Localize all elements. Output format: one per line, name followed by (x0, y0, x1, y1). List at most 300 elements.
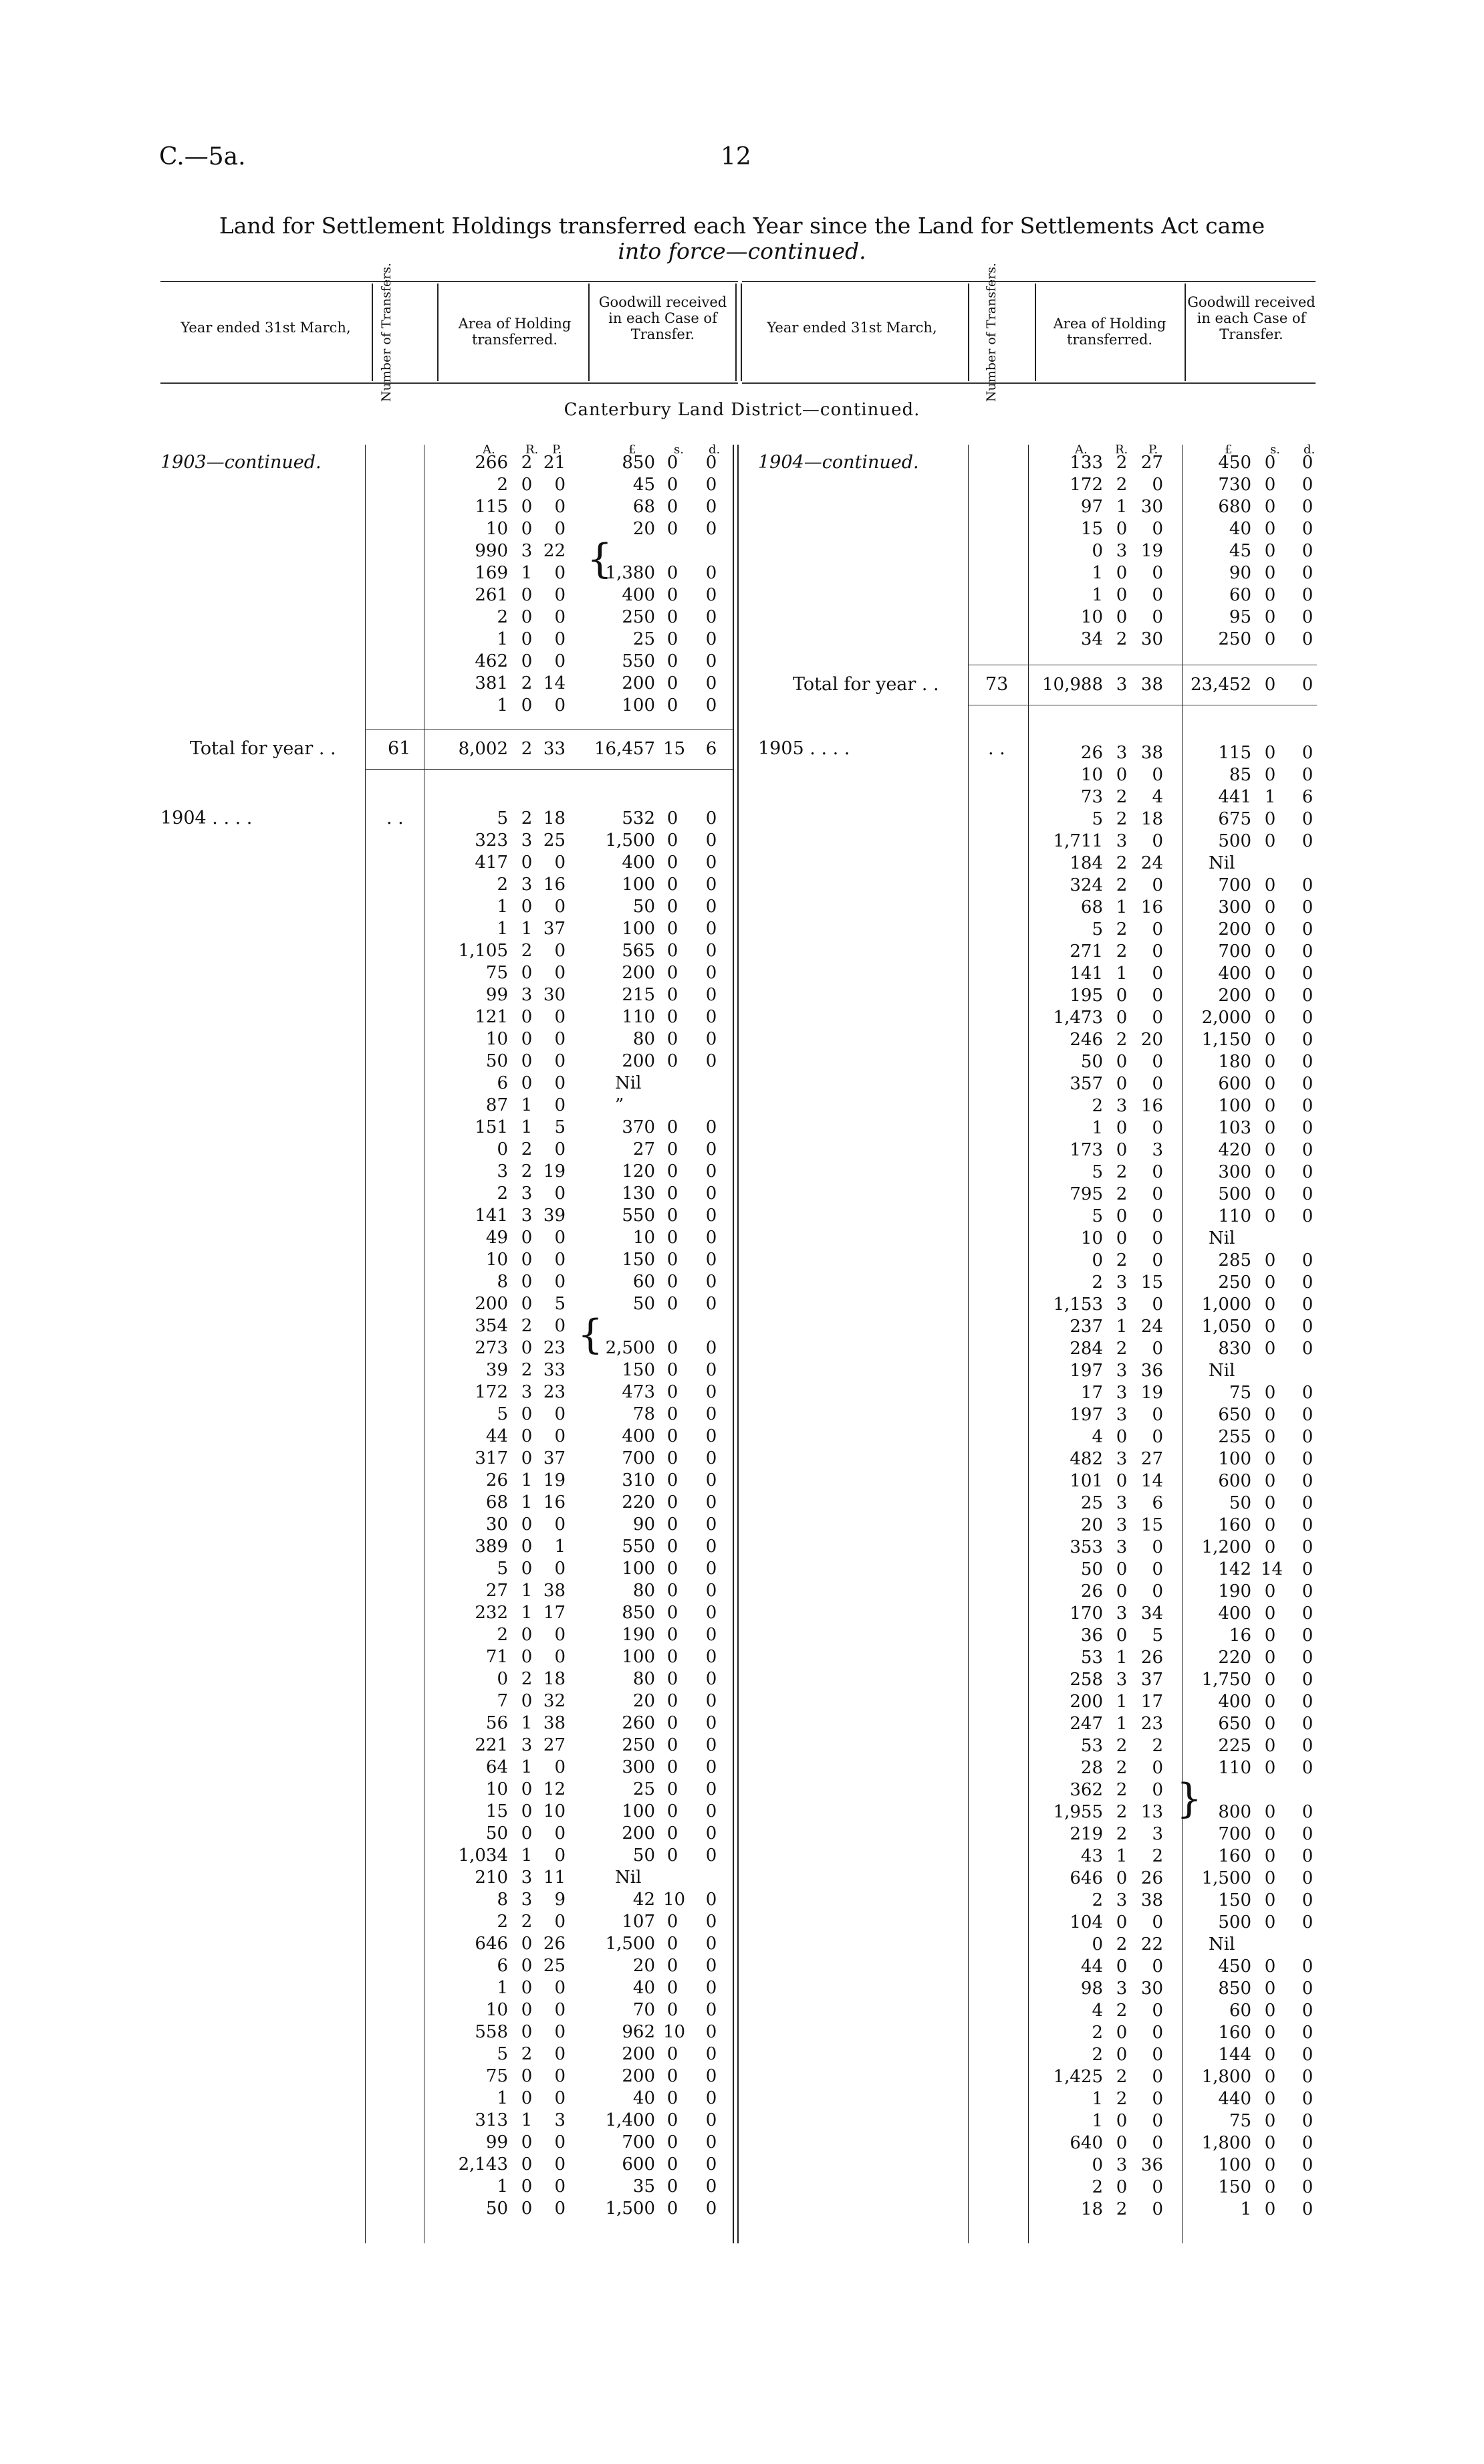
perches-cell: 19 (1140, 541, 1163, 561)
pounds-cell: 180 (1218, 1052, 1251, 1072)
pounds-cell: 225 (1218, 1736, 1251, 1756)
perches-cell: 0 (1152, 765, 1163, 785)
acres-cell: 200 (1070, 1692, 1103, 1712)
pence-cell: 0 (705, 1669, 717, 1689)
pence-cell: 0 (1302, 1648, 1314, 1668)
perches-cell: 0 (554, 1051, 566, 1071)
acres-cell: 98 (1080, 1979, 1103, 1999)
shillings-cell: 10 (663, 2022, 686, 2042)
year-label-1904: 1904 . . . . (160, 808, 253, 828)
shillings-cell: 0 (666, 897, 678, 917)
pence-cell: 0 (705, 1448, 717, 1468)
total-number-1903: 61 (388, 738, 411, 759)
shillings-cell: 0 (666, 519, 678, 539)
table-row (0, 985, 1337, 1007)
pounds-cell: 200 (622, 673, 655, 693)
roods-cell: 0 (1116, 1118, 1128, 1138)
pounds-cell: 160 (1218, 1846, 1251, 1866)
table-row (0, 1117, 1337, 1139)
acres-cell: 133 (1070, 453, 1103, 473)
perches-cell: 0 (554, 519, 566, 539)
acres-cell: 36 (1080, 1626, 1103, 1646)
table-row (0, 1669, 1337, 1691)
acres-cell: 1,034 (458, 1845, 508, 1866)
acres-cell: 53 (1080, 1736, 1103, 1756)
pounds-cell: 110 (622, 1007, 655, 1027)
pounds-cell: 700 (1218, 941, 1251, 962)
roods-cell: 2 (1116, 1758, 1128, 1778)
acres-cell: 26 (485, 1470, 508, 1490)
pounds-cell: 250 (1218, 1272, 1251, 1293)
roods-cell: 3 (521, 1382, 533, 1402)
roods-cell: 3 (1116, 1449, 1128, 1469)
pence-cell: 0 (1302, 831, 1314, 851)
acres-cell: 219 (1070, 1824, 1103, 1844)
acres-cell: 68 (1080, 897, 1103, 917)
roods-cell: 3 (521, 1206, 533, 1226)
acres-cell: 362 (1070, 1780, 1103, 1800)
perches-cell: 36 (1140, 1361, 1163, 1381)
perches-cell: 38 (1140, 1890, 1163, 1910)
pounds-cell: 68 (632, 497, 655, 517)
pence-cell: 0 (705, 1294, 717, 1314)
pounds-cell: 420 (1218, 1140, 1251, 1160)
acres-cell: 210 (475, 1868, 508, 1888)
perches-cell: 0 (554, 1007, 566, 1027)
pounds-cell: 473 (622, 1382, 655, 1402)
acres-cell: 5 (1092, 1162, 1103, 1182)
perches-cell: 34 (1140, 1603, 1163, 1623)
acres-cell: 5 (497, 808, 508, 828)
pounds-cell: 250 (1218, 629, 1251, 649)
acres-cell: 170 (1070, 1603, 1103, 1623)
total-roods-1903: 2 (521, 739, 533, 759)
roods-cell: 2 (1116, 1824, 1128, 1844)
perches-cell: 0 (1152, 875, 1163, 895)
acres-cell: 44 (485, 1426, 508, 1446)
unit-shillings-left: s. (674, 443, 684, 457)
shillings-cell: 0 (666, 853, 678, 873)
acres-cell: 17 (1080, 1383, 1103, 1403)
perches-cell: 0 (1152, 1758, 1163, 1778)
pounds-cell: 1,800 (1201, 2067, 1251, 2087)
shillings-cell: 0 (666, 985, 678, 1005)
table-row (0, 673, 1337, 695)
pence-cell: 0 (705, 563, 717, 583)
pounds-cell: 160 (1218, 1515, 1251, 1535)
pounds-cell: 45 (632, 475, 655, 495)
table-title-line-2: into force—continued. (618, 238, 866, 264)
pounds-cell: 650 (1218, 1405, 1251, 1425)
table-row (0, 1316, 1337, 1338)
table-row (0, 1978, 1337, 2000)
pounds-cell: 70 (632, 2000, 655, 2020)
pence-cell: 0 (1302, 1956, 1314, 1977)
perches-cell: 2 (1152, 1736, 1163, 1756)
acres-cell: 354 (475, 1316, 508, 1336)
total-pounds-1903: 16,457 (594, 739, 655, 759)
perches-cell: 26 (1140, 1868, 1163, 1888)
table-row (0, 1713, 1337, 1735)
perches-cell: 0 (1152, 1008, 1163, 1028)
pence-cell: 0 (705, 1890, 717, 1910)
acres-cell: 1,105 (458, 941, 508, 961)
acres-cell: 10 (485, 1779, 508, 1799)
perches-cell: 0 (1152, 563, 1163, 583)
perches-cell: 0 (554, 2044, 566, 2064)
pounds-cell: 10 (632, 1228, 655, 1248)
shillings-cell: 0 (666, 585, 678, 605)
table-row (0, 875, 1337, 897)
number-dots-1905: . . (988, 738, 1005, 759)
shillings-cell: 0 (666, 1360, 678, 1380)
pence-cell: 0 (1302, 1515, 1314, 1535)
acres-cell: 141 (1070, 964, 1103, 984)
pounds-cell: 550 (622, 1206, 655, 1226)
perches-cell: 0 (1152, 1559, 1163, 1579)
perches-cell: 23 (543, 1338, 566, 1358)
perches-cell: 0 (1152, 986, 1163, 1006)
perches-cell: 2 (1152, 1846, 1163, 1866)
acres-cell: 0 (1092, 1250, 1103, 1270)
pounds-cell: 200 (1218, 919, 1251, 939)
acres-cell: 25 (1080, 1493, 1103, 1513)
acres-cell: 169 (475, 563, 508, 583)
perches-cell: 0 (554, 2000, 566, 2020)
roods-cell: 0 (1116, 1581, 1128, 1601)
shillings-cell: 0 (666, 1515, 678, 1535)
roods-cell: 0 (521, 695, 533, 715)
roods-cell: 0 (521, 651, 533, 671)
pounds-cell: 50 (1229, 1493, 1251, 1513)
shillings-cell: 0 (666, 2176, 678, 2197)
roods-cell: 3 (1116, 743, 1128, 763)
pence-cell: 0 (705, 453, 717, 473)
roods-cell: 3 (521, 541, 533, 561)
col-head-area-left: Area of Holding transferred. (458, 316, 572, 348)
roods-cell: 0 (521, 2022, 533, 2042)
perches-cell: 0 (554, 1978, 566, 1998)
table-row (0, 1360, 1337, 1382)
pence-cell: 0 (1302, 1449, 1314, 1469)
pence-cell: 0 (705, 2022, 717, 2042)
perches-cell: 0 (554, 853, 566, 873)
pence-cell: 0 (1302, 519, 1314, 539)
pence-cell: 0 (705, 1515, 717, 1535)
roods-cell: 3 (1116, 1272, 1128, 1293)
perches-cell: 13 (1140, 1802, 1163, 1822)
perches-cell: 0 (1152, 1118, 1163, 1138)
acres-cell: 558 (475, 2022, 508, 2042)
pounds-cell: Nil (615, 1868, 642, 1888)
perches-cell: 16 (1140, 1096, 1163, 1116)
table-row (0, 1073, 1337, 1095)
perches-cell: 0 (554, 1184, 566, 1204)
shillings-cell: 0 (1264, 941, 1276, 962)
acres-cell: 75 (485, 963, 508, 983)
perches-cell: 0 (554, 1272, 566, 1292)
pounds-cell: Nil (1209, 1361, 1235, 1381)
pounds-cell: 300 (622, 1757, 655, 1777)
header-bottom-rule-right (742, 382, 1316, 384)
acres-cell: 0 (497, 1669, 508, 1689)
col-head-goodwill-right: Goodwill received in each Case of Transfer. (1187, 294, 1316, 342)
perches-cell: 0 (1152, 2023, 1163, 2043)
pence-cell: 0 (1302, 629, 1314, 649)
pence-cell: 0 (1302, 941, 1314, 962)
acres-cell: 50 (1080, 1052, 1103, 1072)
shillings-cell: 0 (666, 1338, 678, 1358)
acres-cell: 2,143 (458, 2154, 508, 2174)
pounds-cell: 95 (1229, 607, 1251, 627)
pounds-cell: 450 (1218, 1956, 1251, 1977)
pounds-cell: 680 (1218, 497, 1251, 517)
perches-cell: 20 (1140, 1030, 1163, 1050)
perches-cell: 23 (543, 1382, 566, 1402)
col-head-year-right: Year ended 31st March, (767, 320, 937, 336)
acres-cell: 101 (1070, 1471, 1103, 1491)
header-rule (968, 284, 969, 381)
table-row (0, 1492, 1337, 1515)
acres-cell: 462 (475, 651, 508, 671)
pounds-cell: 100 (1218, 1449, 1251, 1469)
acres-cell: 50 (1080, 1559, 1103, 1579)
acres-cell: 273 (475, 1338, 508, 1358)
pounds-cell: 50 (632, 897, 655, 917)
roods-cell: 3 (1116, 1096, 1128, 1116)
pounds-cell: 1,150 (1201, 1030, 1251, 1050)
roods-cell: 3 (521, 1890, 533, 1910)
shillings-cell: 0 (666, 453, 678, 473)
table-row (0, 1470, 1337, 1492)
acres-cell: 172 (475, 1382, 508, 1402)
shillings-cell: 0 (666, 1029, 678, 1049)
shillings-cell: 0 (1264, 1405, 1276, 1425)
pence-cell: 0 (705, 497, 717, 517)
pence-cell: 0 (1302, 1405, 1314, 1425)
shillings-cell: 0 (1264, 1162, 1276, 1182)
shillings-cell: 0 (666, 1272, 678, 1292)
acres-cell: 1 (1092, 2089, 1103, 2109)
roods-cell: 1 (1116, 1714, 1128, 1734)
col-head-year-left: Year ended 31st March, (180, 320, 351, 336)
perches-cell: 14 (543, 673, 566, 693)
total-acres-1903: 8,002 (458, 739, 508, 759)
pounds-cell: 75 (1229, 1383, 1251, 1403)
perches-cell: 3 (1152, 1140, 1163, 1160)
pence-cell: 0 (705, 1404, 717, 1424)
pounds-cell: 144 (1218, 2045, 1251, 2065)
pounds-cell: 78 (632, 1404, 655, 1424)
table-row (0, 584, 1337, 606)
perches-cell: 0 (1152, 2133, 1163, 2153)
shillings-cell: 0 (1264, 1008, 1276, 1028)
roods-cell: 0 (1116, 1427, 1128, 1447)
shillings-cell: 0 (1264, 1515, 1276, 1535)
perches-cell: 0 (554, 897, 566, 917)
roods-cell: 0 (521, 1338, 533, 1358)
pounds-cell: 2,500 (605, 1338, 655, 1358)
table-row (0, 2176, 1337, 2199)
pence-cell: 0 (1302, 1736, 1314, 1756)
perches-cell: 11 (543, 1868, 566, 1888)
roods-cell: 0 (1116, 607, 1128, 627)
table-row (0, 1139, 1337, 1161)
pence-cell: 0 (1302, 1670, 1314, 1690)
table-row (0, 2110, 1337, 2132)
acres-cell: 4 (1092, 1427, 1103, 1447)
pence-cell: 0 (1302, 2089, 1314, 2109)
pounds-cell: 730 (1218, 475, 1251, 495)
roods-cell: 2 (521, 808, 533, 828)
acres-cell: 15 (485, 1801, 508, 1821)
perches-cell: 33 (543, 1360, 566, 1380)
perches-cell: 0 (554, 1757, 566, 1777)
acres-cell: 39 (485, 1360, 508, 1380)
table-row (0, 1845, 1337, 1868)
roods-cell: 0 (521, 519, 533, 539)
acres-cell: 1 (1092, 2111, 1103, 2131)
acres-cell: 6 (497, 1073, 508, 1093)
pence-cell: 0 (705, 808, 717, 828)
pounds-cell: Nil (615, 1073, 642, 1093)
pence-cell: 0 (705, 1603, 717, 1623)
acres-cell: 44 (1080, 1956, 1103, 1977)
roods-cell: 0 (1116, 1956, 1128, 1977)
pounds-cell: 1,500 (605, 830, 655, 851)
shillings-cell: 0 (1264, 453, 1276, 473)
pounds-cell: 285 (1218, 1250, 1251, 1270)
pounds-cell: 100 (622, 1801, 655, 1821)
roods-cell: 2 (521, 1139, 533, 1159)
unit-shillings-right: s. (1270, 443, 1280, 457)
acres-cell: 172 (1070, 475, 1103, 495)
pence-cell: 0 (1302, 2067, 1314, 2087)
pence-cell: 0 (705, 1691, 717, 1711)
header-rule (437, 284, 439, 381)
roods-cell: 3 (521, 830, 533, 851)
table-row (0, 919, 1337, 941)
acres-cell: 795 (1070, 1184, 1103, 1204)
roods-cell: 0 (1116, 2111, 1128, 2131)
year-label-1903: 1903—continued. (160, 452, 322, 473)
acres-cell: 417 (475, 853, 508, 873)
pence-cell: 0 (1302, 1295, 1314, 1315)
acres-cell: 1,425 (1053, 2067, 1103, 2087)
pence-cell: 0 (1302, 1603, 1314, 1623)
acres-cell: 10 (485, 2000, 508, 2020)
perches-cell: 0 (1152, 1074, 1163, 1094)
total-number-1904: 73 (985, 674, 1009, 695)
header-bottom-rule-left (160, 382, 738, 384)
acres-cell: 121 (475, 1007, 508, 1027)
acres-cell: 2 (1092, 1890, 1103, 1910)
table-row (0, 651, 1337, 673)
pounds-cell: 142 (1218, 1559, 1251, 1579)
roods-cell: 0 (1116, 585, 1128, 605)
table-row (0, 897, 1337, 919)
pence-cell: 0 (705, 1338, 717, 1358)
pounds-cell: 90 (1229, 563, 1251, 583)
pounds-cell: 25 (632, 1779, 655, 1799)
shillings-cell: 0 (666, 1426, 678, 1446)
roods-cell: 0 (521, 1250, 533, 1270)
pence-cell: 0 (705, 475, 717, 495)
table-row (0, 1801, 1337, 1823)
pounds-cell: 130 (622, 1184, 655, 1204)
table-row (0, 1890, 1337, 1912)
perches-cell: 0 (554, 1073, 566, 1093)
perches-cell: 5 (554, 1294, 566, 1314)
pence-cell: 0 (705, 2176, 717, 2197)
pounds-cell: 40 (632, 1978, 655, 1998)
pence-cell: 0 (1302, 1846, 1314, 1866)
perches-cell: 18 (1140, 809, 1163, 829)
pence-cell: 0 (1302, 1626, 1314, 1646)
pence-cell: 0 (705, 585, 717, 605)
pence-cell: 0 (705, 853, 717, 873)
roods-cell: 3 (521, 1184, 533, 1204)
acres-cell: 2 (497, 1912, 508, 1932)
acres-cell: 2 (1092, 1272, 1103, 1293)
perches-cell: 37 (543, 1448, 566, 1468)
shillings-cell: 0 (666, 1581, 678, 1601)
shillings-cell: 0 (666, 963, 678, 983)
shillings-cell: 0 (1264, 1052, 1276, 1072)
total-label-1904: Total for year . . (793, 674, 939, 695)
brace-mark: { (587, 536, 613, 582)
roods-cell: 0 (521, 1294, 533, 1314)
table-row (0, 1161, 1337, 1184)
pounds-cell: 150 (622, 1250, 655, 1270)
perches-cell: 0 (554, 475, 566, 495)
table-row (0, 1228, 1337, 1250)
acres-cell: 1,711 (1053, 831, 1103, 851)
acres-cell: 990 (475, 541, 508, 561)
acres-cell: 10 (485, 519, 508, 539)
pounds-cell: 300 (1218, 1162, 1251, 1182)
header-top-rule-right (742, 281, 1316, 282)
roods-cell: 1 (521, 1757, 533, 1777)
shillings-cell: 0 (1264, 1140, 1276, 1160)
pounds-cell: 190 (622, 1625, 655, 1645)
acres-cell: 10 (1080, 607, 1103, 627)
roods-cell: 2 (521, 673, 533, 693)
shillings-cell: 0 (1264, 1758, 1276, 1778)
acres-cell: 104 (1070, 1912, 1103, 1932)
table-row (0, 1338, 1337, 1360)
unit-roods-left: R. (525, 443, 539, 457)
acres-cell: 151 (475, 1117, 508, 1137)
shillings-cell: 0 (1264, 1074, 1276, 1094)
shillings-cell: 0 (1264, 897, 1276, 917)
perches-cell: 0 (1152, 831, 1163, 851)
acres-cell: 99 (485, 985, 508, 1005)
shillings-cell: 0 (666, 1647, 678, 1667)
pounds-cell: 675 (1218, 809, 1251, 829)
perches-cell: 22 (1140, 1934, 1163, 1954)
pence-cell: 0 (1302, 765, 1314, 785)
roods-cell: 1 (1116, 497, 1128, 517)
table-row (0, 1095, 1337, 1117)
pounds-cell: 310 (622, 1470, 655, 1490)
shillings-cell: 0 (666, 1845, 678, 1866)
acres-cell: 1 (497, 629, 508, 649)
acres-cell: 2 (497, 1184, 508, 1204)
shillings-cell: 0 (1264, 1427, 1276, 1447)
acres-cell: 246 (1070, 1030, 1103, 1050)
acres-cell: 0 (1092, 541, 1103, 561)
